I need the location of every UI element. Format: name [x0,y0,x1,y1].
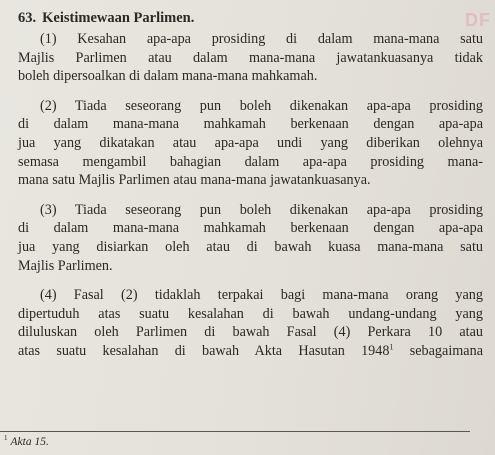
footnote-mark: 1 [4,434,8,442]
clause-1-line: (1) Kesahan apa-apa prosiding di dalam mana-mana satu [40,31,483,47]
footnote [4,434,49,448]
clause-4-line: diluluskan oleh Parlimen di bawah Fasal (4) Perkara 10 atau [18,324,483,341]
footnote-text: Akta 15. [10,435,49,448]
watermark-logo: DF [465,10,491,30]
clause-2-line: jua yang dikatakan atau apa-apa undi yang diberikan olehnya [18,134,483,151]
clause-4-line: dipertuduh atas suatu kesalahan di bawah undang-undang yang [18,305,483,322]
clause-3-line: jua yang disiarkan oleh atau di bawah kuasa mana-mana satu [18,238,483,255]
clause-1 [18,30,483,86]
clause-4 [18,286,483,360]
footnote-divider [0,431,470,432]
clause-4-line: (4) Fasal (2) tidaklah terpakai bagi mana-mana orang yang [40,287,483,304]
clause-2-line: (2) Tiada seseorang pun boleh dikenakan apa-apa prosiding [40,97,483,114]
section-title: Keistimewaan Parlimen. [42,10,195,26]
clause-3 [18,201,483,275]
section-heading [18,8,483,28]
section-number: 63. [18,10,37,26]
clause-4-line-tail: sebagaimana [393,342,483,359]
clause-3-line: di dalam mana-mana mahkamah berkenaan dengan apa-apa [18,220,483,237]
clause-2-line: semasa mengambil bahagian dalam apa-apa prosiding mana- [18,153,483,170]
clause-4-line-text: atas suatu kesalahan di bawah Akta Hasutan 1948 [18,342,390,359]
clause-2-line: mana satu Majlis Parlimen atau mana-mana jawatankuasanya. [18,172,371,189]
clause-2-line: di dalam mana-mana mahkamah berkenaan dengan apa-apa [18,116,483,133]
clause-3-line: Majlis Parlimen. [18,257,113,274]
clause-4-last-line [18,342,483,361]
clause-2 [18,97,483,190]
clause-3-line: (3) Tiada seseorang pun boleh dikenakan apa-apa prosiding [40,201,483,218]
clause-1-line: boleh dipersoalkan di dalam mana-mana mahkamah. [18,68,318,85]
footnote-reference: 1 [389,342,394,352]
clause-1-line: Majlis Parlimen atau dalam mana-mana jawatankuasanya tidak [18,49,483,66]
